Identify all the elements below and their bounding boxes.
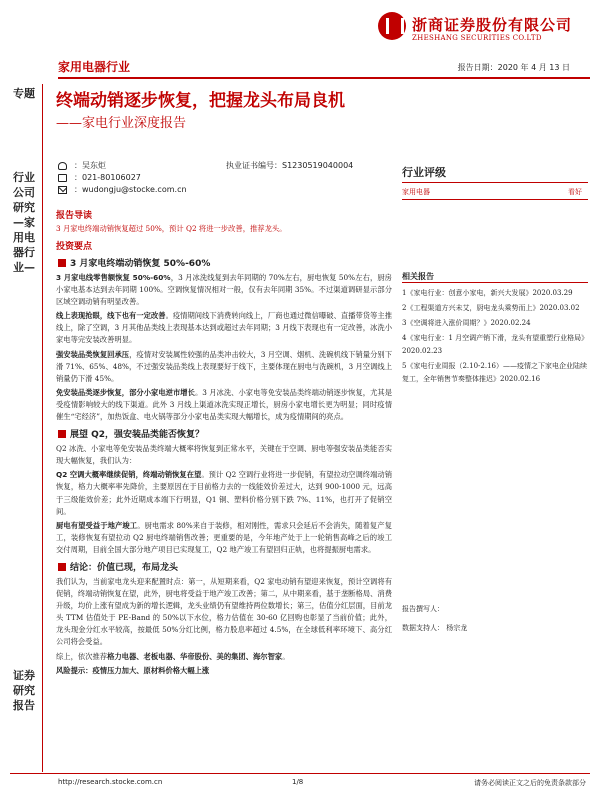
paragraph-8: 我们认为，当前家电龙头迎来配置时点：第一，从短期来看，Q2 家电动销有望迎来恢复，预计空调将有促销，终端动销恢复在望，此外，厨电将受益于地产竣工改善；第二，从中期来看，基于垄断格局、消费升级，均价上涨有望成为新的增长逻辑，龙头业绩仍有望维持两位数增长；第三，估值分红层面，目前龙头 TTM 估值处于 PE-Band 的 50%以下水位，格力估值在 30-60 亿回购也彰显了当前价值；此外，龙头现金分红水平较高，按最低 50%分红比例，格力股息率超过 4.5%，在全球低利率环境下、高分红公司将会受益。 — [56, 576, 392, 647]
report-writer: 报告撰写人： — [402, 605, 444, 613]
related-report-item[interactable]: 2《工程渠道方兴未艾，厨电龙头乘势而上》2020.03.02 — [402, 304, 580, 312]
rating-divider-top — [402, 182, 588, 183]
related-report-item[interactable]: 1《家电行业：创意小家电，新兴大发展》2020.03.29 — [402, 289, 573, 297]
paragraph-7-lead: 厨电有望受益于地产竣工 — [56, 520, 138, 530]
side-tag-special: 专题 — [13, 87, 35, 100]
related-divider — [402, 282, 588, 283]
analyst-phone: ：021-80106027 — [74, 173, 141, 182]
paragraph-1 — [56, 272, 392, 308]
paragraph-9 — [56, 651, 392, 663]
paragraph-3 — [56, 349, 392, 385]
cert-number: S1230519040004 — [282, 161, 354, 170]
paragraph-7 — [56, 520, 392, 556]
paragraph-3-text: ，疫情对安装属性较强的品类冲击较大，3 月空调、烟机、洗碗机线下销量分别下滑 71%、65%、48%，不过强安装品类线上表现要好于线下，主要体现在厨电与洗碗机，3 月空调线上销量仍下滑 45%。 — [56, 349, 392, 383]
paragraph-2-text: 。疫情期间线下消费转向线上，厂商也通过微信曝破、直播带货等主推线上，除了空调，3 月其他品类线上表现基本达到或超过去年同期；3 月线下表现也有一定改善，冰洗小家电等完安装改善明显。 — [56, 311, 393, 345]
header-divider — [58, 77, 590, 79]
footer-disclaimer: 请务必阅读正文之后的免责条款部分 — [474, 779, 586, 787]
paragraph-7-text: 。厨电需求 80%来自于装修，相对刚性，需求只会延后不会消失，随着复产复工，装修恢复有望拉动 Q2 厨电终端销售改善；更重要的是，今年地产处于上一轮销售高峰之后的竣工交付周期，目前全国大部分地产项目已实现复工，Q2 地产竣工有望回归正轨，也将提振厨电需求。 — [56, 520, 392, 554]
paragraph-4 — [56, 387, 392, 423]
related-reports-title: 相关报告 — [402, 272, 434, 281]
paragraph-2 — [56, 310, 392, 346]
side-tag-category: 行业公司研究—家用电器行业— — [13, 171, 35, 274]
company-name-en: ZHESHANG SECURITIES CO.LTD — [412, 34, 542, 42]
guide-text: 3 月家电终端动销恢复超过 50%，预计 Q2 将进一步改善，推荐龙头。 — [56, 224, 287, 233]
paragraph-2-lead: 线上表现抢眼，线下也有一定改善 — [56, 311, 166, 321]
section-heading-1: 3 月家电终端动销恢复 50%-60% — [56, 256, 392, 270]
footer-url[interactable]: http://research.stocke.com.cn — [58, 778, 163, 786]
analyst-name: ：吴东炬 — [74, 161, 106, 170]
analyst-email[interactable]: ：wudongju@stocke.com.cn — [74, 185, 187, 194]
paragraph-3-lead: 强安装品类恢复回承压 — [56, 349, 130, 359]
report-subtitle: ——家电行业深度报告 — [56, 116, 187, 131]
section-heading-2: 展望 Q2，强安装品类能否恢复？ — [56, 427, 392, 441]
section-heading-3: 结论：价值已现，布局龙头 — [56, 560, 392, 574]
industry-title: 家用电器行业 — [58, 60, 131, 74]
rating-industry: 家用电器 — [402, 188, 430, 196]
side-tag-report-type: 证券研究报告 — [13, 669, 35, 712]
logo-icon — [378, 12, 406, 40]
mail-icon — [58, 186, 67, 194]
recommended-stocks: 格力电器、老板电器、华帝股份、美的集团、海尔智家 — [107, 651, 283, 661]
report-title: 终端动销逐步恢复，把握龙头布局良机 — [56, 91, 345, 111]
rating-divider-bottom — [402, 199, 588, 200]
rating-title: 行业评级 — [402, 166, 446, 179]
analyst-info — [56, 160, 386, 196]
person-icon — [58, 162, 67, 170]
related-report-item[interactable]: 5《家电行业周报（2.10-2.16）——疫情之下家电企业陆续复工，全年销售节奏整体推迟》2020.02.16 — [402, 362, 587, 383]
related-reports-list — [402, 287, 590, 388]
related-report-item[interactable]: 4《家电行业：1 月空调产销下滑，龙头有望重塑行业格局》2020.02.23 — [402, 334, 589, 355]
cert-label: 执业证书编号： — [226, 161, 282, 170]
invest-title: 投资要点 — [56, 242, 93, 252]
company-logo — [378, 8, 590, 48]
paragraph-9-pre: 综上，依次推荐 — [56, 651, 108, 661]
analyst-email-row — [56, 184, 386, 196]
report-date — [458, 62, 570, 73]
related-report-item[interactable]: 3《空调将进入涨价周期？》2020.02.24 — [402, 319, 531, 327]
paragraph-9-post: 。 — [282, 651, 290, 661]
risk-warning-text: 风险提示：疫情压力加大、原材料价格大幅上涨 — [56, 665, 210, 675]
paragraph-6-text: 。预计 Q2 空调行业将进一步促销，有望拉动空调终端动销恢复，格力大概率率先降价，主要原因在于目前格力去的一线能效价差过大，达到 900-1000 元，远高于三级能效价差；此外近期成本端下行明显，Q1 铜、塑料价格分别下跌 7%、11%，也打开了促销空间。 — [56, 470, 392, 516]
footer-divider — [10, 773, 590, 774]
paragraph-6 — [56, 469, 392, 517]
company-name-cn: 浙商证券股份有限公司 — [412, 16, 573, 34]
phone-icon — [58, 174, 67, 182]
analyst-cert — [226, 160, 353, 172]
paragraph-4-lead: 免安装品类逐步恢复，部分小家电逆市增长 — [56, 387, 195, 397]
rating-row — [402, 187, 588, 197]
analyst-name-row — [56, 160, 386, 172]
paragraph-5: Q2 冰洗、小家电等免安装品类终端大概率将恢复到正常水平，关键在于空调、厨电等强安装品类能否实现大幅恢复，我们认为： — [56, 444, 392, 466]
page-number: 1/8 — [292, 778, 304, 786]
guide-title: 报告导读 — [56, 211, 93, 221]
side-divider — [42, 84, 43, 772]
rating-value: 看好 — [568, 188, 582, 196]
paragraph-1-lead: 3 月家电线零售额恢复 50%-60% — [56, 273, 171, 282]
date-label: 报告日期： — [457, 63, 498, 72]
analyst-phone-row — [56, 172, 386, 184]
paragraph-6-lead: Q2 空调大概率继续促销，终端动销恢复在望 — [56, 470, 202, 480]
risk-warning — [56, 665, 392, 677]
report-body — [56, 208, 392, 677]
paragraph-4-text: 。3 月冰洗、小家电等免安装品类终端动销逐步恢复，尤其是受疫情影响较大的线下渠道。此外 3 月线上渠道冰洗实现正增长，厨房小家电增长更为明显；同时疫情催生“宅经济”，加热饭盒、电火锅等部分小家电品类实现大幅增长，成为疫情期间的亮点。 — [56, 387, 393, 422]
data-support: 数据支持人： 杨宗龙 — [402, 624, 468, 632]
paragraph-1-text: ，3 月冰洗线复到去年同期的 70%左右，厨电恢复 50%左右，厨房小家电基本达到去年同期 100%。空调恢复情况相对一般，仅有去年同期 35%。不过渠道调研显示部分区域空调动销有明显改善。 — [56, 273, 392, 307]
date-value: 2020 年 4 月 13 日 — [497, 63, 570, 72]
